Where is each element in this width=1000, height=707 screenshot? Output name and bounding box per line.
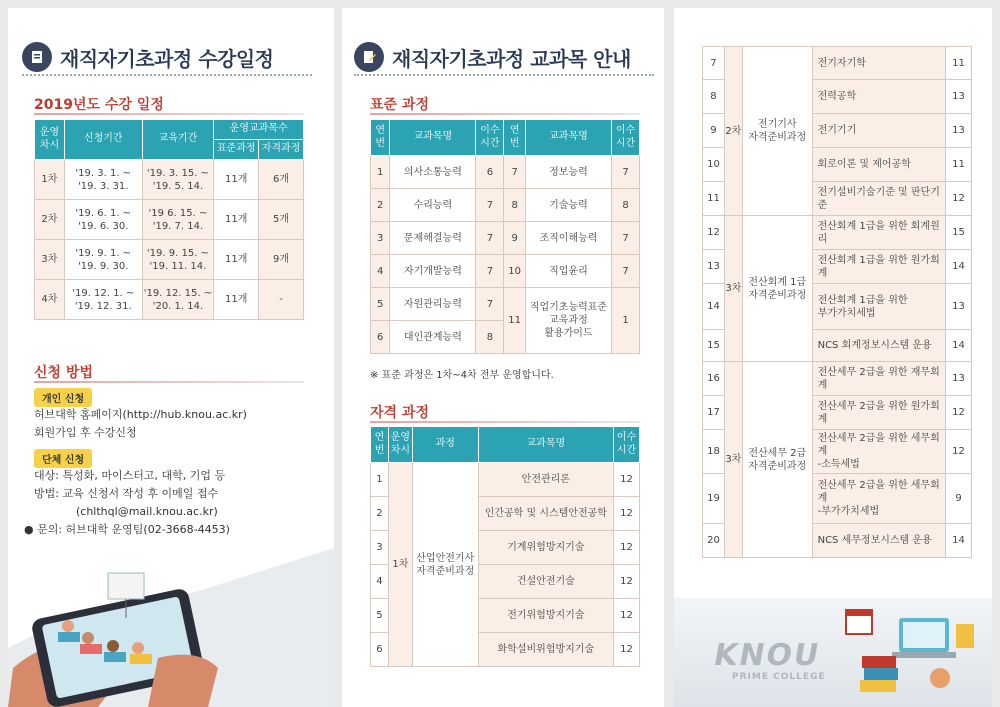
individual-line2: 회원가입 후 수강신청 [34,426,137,439]
pencil-doc-icon [354,42,384,72]
table-row: 3차 '19. 9. 1. ~ '19. 9. 30. '19. 9. 15. ~ '19. 11. 14. 11개 9개 [35,240,304,280]
table-row: 8 전력공학 13 [703,80,972,114]
standard-note: ※ 표준 과정은 1차~4차 전부 운영합니다. [370,370,554,381]
table-row: 3 문제해결능력 7 9 조직이해능력 7 [371,222,640,255]
table-row: 7 2차 전기기사 자격준비과정 전기자기학 11 [703,47,972,80]
section-underline [34,113,304,115]
knou-logo-sub: PRIME COLLEGE [732,672,826,682]
table-row: 2차 '19. 6. 1. ~ '19. 6. 30. '19 6. 15. ~ '19. 7. 14. 11개 5개 [35,200,304,240]
table-row: 10 회로이론 및 제어공학 11 [703,148,972,182]
curriculum-main-title: 재직자기초과정 교과목 안내 [354,42,631,72]
group-badge: 단체 신청 [34,449,92,468]
table-row: 12 3차 전산회계 1급 자격준비과정 전산회계 1급을 위한 회계원리 15 [703,216,972,250]
standard-course-table: 연 번 교과목명 이수 시간 연 번 교과목명 이수 시간 1 의사소통능력 6 7 정보능력 7 2 수리능력 7 8 기술능력 8 3 문제해결능력 7 9 조직이해능력 7 4 자기개발능력 7 10 직업윤리 7 5 자원관리능력 7 11 직업기초능력표준 교육과정 활용가이드 1 6 대인관계능력 8 [370,119,640,354]
table-row: 5 전기위험방지기술 12 [371,599,640,633]
table-row: 1차 '19. 3. 1. ~ '19. 3. 31. '19. 3. 15. ~ '19. 5. 14. 11개 6개 [35,160,304,200]
individual-badge: 개인 신청 [34,388,92,407]
cert-course-table: 연 번 운영 차시 과정 교과목명 이수 시간 1 1차 산업안전기사 자격준비과정 안전관리론 12 2 인간공학 및 시스템안전공학 12 3 기계위험방지기술 12 4 건설안전기술 12 5 전기위험방지기술 12 6 화학설비위험방지기술 12 [370,426,640,667]
table-row: 4차 '19. 12. 1. ~ '19. 12. 31. '19. 12. 15. ~ '20. 1. 14. 11개 - [35,280,304,320]
col-apply: 신청기간 [64,120,142,160]
group-line2: 방법: 교육 신청서 작성 후 이메일 접수 [34,487,219,500]
laptop-books-illustration [844,606,984,706]
schedule-section-title: 2019년도 수강 일정 [34,97,164,113]
table-row: 1 1차 산업안전기사 자격준비과정 안전관리론 12 [371,463,640,497]
table-row: 17 전산세무 2급을 위한 원가회계 12 [703,396,972,430]
schedule-main-title: 재직자기초과정 수강일정 [22,42,273,72]
table-row: 2 수리능력 7 8 기술능력 8 [371,189,640,222]
table-row: 2 인간공학 및 시스템안전공학 12 [371,497,640,531]
col-cert: 자격과정 [259,140,304,160]
apply-section-title: 신청 방법 [34,365,93,381]
table-row: 20 NCS 세무정보시스템 운용 14 [703,524,972,558]
col-round: 운영 차시 [35,120,65,160]
cert-continued-panel [674,8,992,707]
table-row: 4 건설안전기술 12 [371,565,640,599]
table-row: 11 전기설비기술기준 및 판단기준 12 [703,182,972,216]
table-row: 6 대인관계능력 8 [371,321,640,354]
group-line3: (chlthql@mail.knou.ac.kr) [76,505,218,518]
document-icon [22,42,52,72]
standard-section-title: 표준 과정 [370,97,429,113]
section-underline [370,113,640,115]
table-row: 4 자기개발능력 7 10 직업윤리 7 [371,255,640,288]
individual-line1: 허브대학 홈페이지(http://hub.knou.ac.kr) [34,408,247,421]
knou-logo: KNOU [710,638,824,673]
curriculum-panel [342,8,664,707]
table-row: 15 NCS 회계정보시스템 운용 14 [703,330,972,362]
table-row: 6 화학설비위험방지기술 12 [371,633,640,667]
table-row: 3 기계위험방지기술 12 [371,531,640,565]
schedule-table [34,119,304,320]
table-row: 5 자원관리능력 7 11 직업기초능력표준 교육과정 활용가이드 1 [371,288,640,321]
table-row: 18 전산세무 2급을 위한 세무회계 -소득세법 12 [703,430,972,474]
col-edu: 교육기간 [142,120,214,160]
cert-section-title: 자격 과정 [370,405,429,421]
schedule-panel [8,8,334,707]
col-subjects: 운영교과목수 [214,120,304,140]
section-underline [34,381,304,383]
table-row: 1 의사소통능력 6 7 정보능력 7 [371,156,640,189]
table-row: 16 3차 전산세무 2급 자격준비과정 전산세무 2급을 위한 재무회계 13 [703,362,972,396]
group-line1: 대상: 특성화, 마이스터고, 대학, 기업 등 [34,469,226,482]
contact-line: ● 문의: 허브대학 운영팀(02-3668-4453) [24,523,230,536]
table-row: 19 전산세무 2급을 위한 세무회계 -부가가치세법 9 [703,474,972,524]
table-row: 13 전산회계 1급을 위한 원가회계 14 [703,250,972,284]
phone-classroom-illustration [8,548,334,707]
title-divider [22,74,312,76]
section-underline [370,421,640,423]
cert-continued-table [702,46,972,558]
table-row: 9 전기기기 13 [703,114,972,148]
col-standard: 표준과정 [214,140,259,160]
title-divider [354,74,654,76]
table-row: 14 전산회계 1급을 위한 부가가치세법 13 [703,284,972,330]
